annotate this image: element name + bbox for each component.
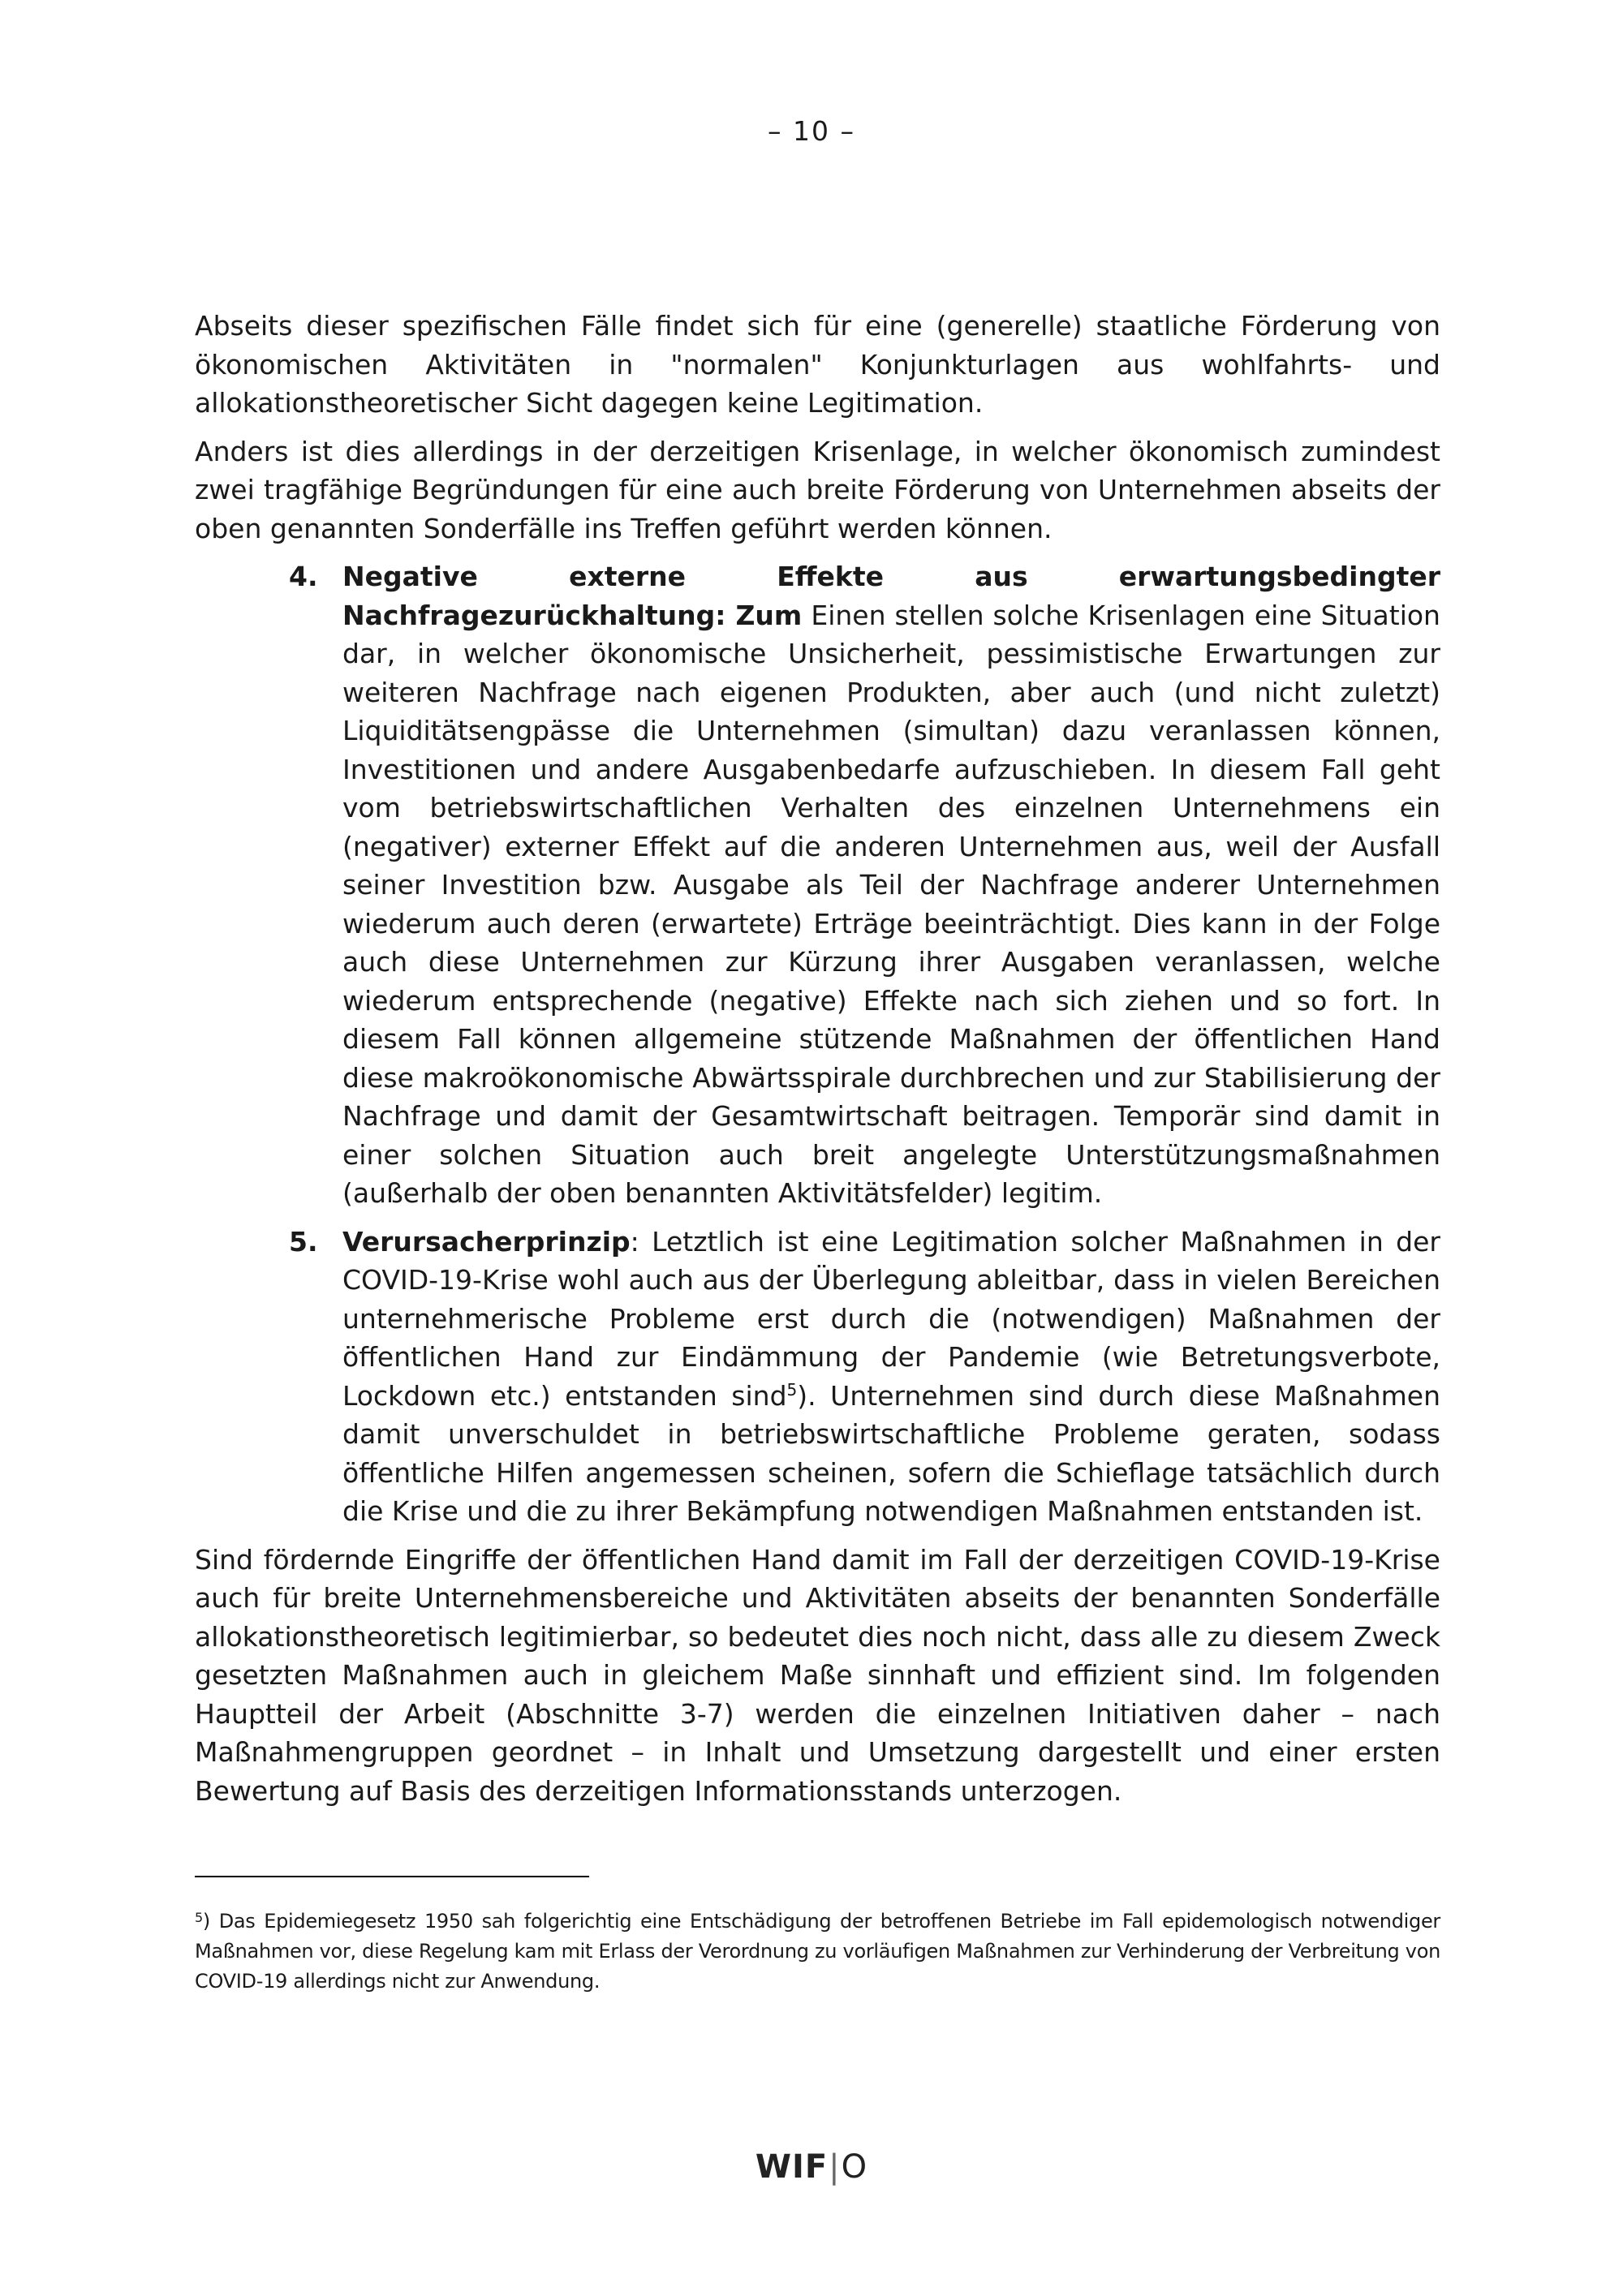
list-item-text: : Letztlich ist eine Legitimation solcher Maßnahmen in der COVID-19-Krise wohl auch aus der Überlegung ableitbar, dass in vielen Bereichen unternehmerische Probleme erst durch die (notwendigen) Maßnahmen der öffentlichen Hand zur Eindämmung der Pandemie (wie Betretungsverbote, Lockdown etc.) entstanden sind bbox=[342, 1225, 1440, 1412]
paragraph-2: Anders ist dies allerdings in der derzeitigen Krisenlage, in welcher ökonomisch zumindest zwei tragfähige Begründungen für eine auch breite Förderung von Unternehmen abseits der oben genannten Sonderfälle ins Treffen geführt werden können. bbox=[195, 435, 1440, 544]
list-number: 5. bbox=[289, 1225, 318, 1258]
wifo-logo bbox=[0, 2148, 1623, 2186]
logo-text-left: WIF bbox=[755, 2148, 829, 2186]
footnote bbox=[195, 1907, 1440, 1997]
list-item-title: Negative externe Effekte aus erwartungsbedingter Nachfragezurückhaltung: Zum bbox=[342, 561, 1440, 631]
footnote-reference[interactable]: 5 bbox=[786, 1379, 798, 1400]
list-item-title: Verursacherprinzip bbox=[342, 1225, 631, 1258]
footnote-text: ) Das Epidemiegesetz 1950 sah folgerichtig eine Entschädigung der betroffenen Betriebe im Fall epidemologisch notwendiger Maßnahmen vor, diese Regelung kam mit Erlass der Verordnung zu vorläufigen Maßnahmen zur Verhinderung der Verbreitung von COVID-19 allerdings nicht zur Anwendung. bbox=[195, 1910, 1440, 1993]
main-content bbox=[195, 307, 1440, 1820]
list-item-5 bbox=[195, 1223, 1440, 1531]
list-item-text-continued: ). Unternehmen sind durch diese Maßnahmen damit unverschuldet in betriebswirtschaftliche Probleme geraten, sodass öffentliche Hilfen angemessen scheinen, sofern die Schieflage tatsächlich durch die Krise und die zu ihrer Bekämpfung notwendigen Maßnahmen entstanden ist. bbox=[342, 1379, 1441, 1527]
footnote-mark: 5 bbox=[195, 1910, 203, 1925]
logo-separator: | bbox=[829, 2148, 841, 2186]
paragraph-closing: Sind fördernde Eingriffe der öffentlichen Hand damit im Fall der derzeitigen COVID-19-Krise auch für breite Unternehmensbereiche und Aktivitäten abseits der benannten Sonderfälle allokationstheoretisch legitimierbar, so bedeutet dies noch nicht, dass alle zu diesem Zweck gesetzten Maßnahmen auch in gleichem Maße sinnhaft und effizient sind. Im folgenden Hauptteil der Arbeit (Abschnitte 3-7) werden die einzelnen Initiativen daher – nach Maßnahmengruppen geordnet – in Inhalt und Umsetzung dargestellt und einer ersten Bewertung auf Basis des derzeitigen Informationsstands unterzogen. bbox=[195, 1543, 1440, 1807]
list-item-text: Einen stellen solche Krisenlagen eine Situation dar, in welcher ökonomische Unsicherheit, pessimistische Erwartungen zur weiteren Nachfrage nach eigenen Produkten, aber auch (und nicht zuletzt) Liquiditätsengpässe die Unternehmen (simultan) dazu veranlassen können, Investitionen und andere Ausgabenbedarfe aufzuschieben. In diesem Fall geht vom betriebswirtschaftlichen Verhalten des einzelnen Unternehmens ein (negativer) externer Effekt auf die anderen Unternehmen aus, weil der Ausfall seiner Investition bzw. Ausgabe als Teil der Nachfrage anderer Unternehmen wiederum auch deren (erwartete) Erträge beeinträchtigt. Dies kann in der Folge auch diese Unternehmen zur Kürzung ihrer Ausgaben veranlassen, welche wiederum entsprechende (negative) Effekte nach sich ziehen und so fort. In diesem Fall können allgemeine stützende Maßnahmen der öffentlichen Hand diese makroökonomische Abwärtsspirale durchbrechen und zur Stabilisierung der Nachfrage und damit der Gesamtwirtschaft beitragen. Temporär sind damit in einer solchen Situation auch breit angelegte Unterstützungsmaßnahmen (außerhalb der oben benannten Aktivitätsfelder) legitim. bbox=[342, 599, 1440, 1209]
page-number: – 10 – bbox=[768, 115, 855, 147]
paragraph-1: Abseits dieser spezifischen Fälle findet sich für eine (generelle) staatliche Förderung von ökonomischen Aktivitäten in "normalen" Konjunkturlagen aus wohlfahrts- und allokationstheoretischer Sicht dagegen keine Legitimation. bbox=[195, 310, 1440, 419]
list-item-4 bbox=[195, 557, 1440, 1213]
footnote-divider bbox=[195, 1876, 589, 1877]
logo-text-right: O bbox=[841, 2148, 868, 2186]
list-number: 4. bbox=[289, 561, 318, 592]
